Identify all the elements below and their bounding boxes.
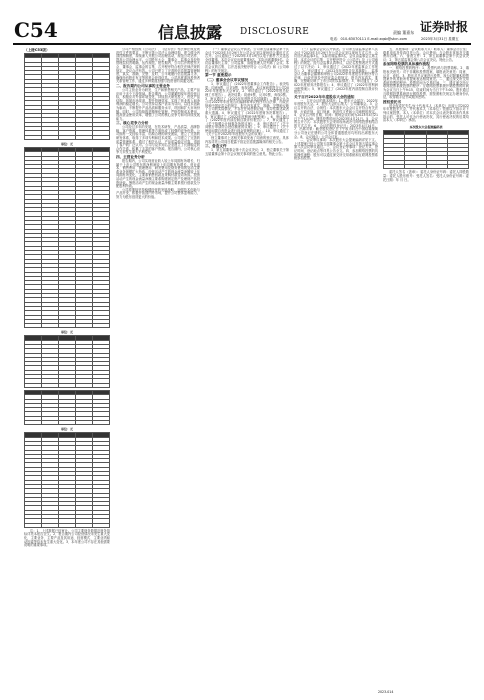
table-row [25,523,110,527]
column-5 [383,48,469,688]
body-paragraph: 兹全权委托先生/女士代表本人（本单位）出席公司2022年年度股东大会，并代表本人（本单位）依照以下指示对下列议案投票。本人（本单位）对本次会议表决事项未作具体指示的，受托人可代为行使表决权，其行使表决权的后果均由本人（本单位）承担。 [383,103,469,123]
newspaper-masthead: 证券时报 [420,20,469,34]
data-table [24,335,110,388]
section-heading: 四、主营业务分析 [116,155,145,160]
table-cell [405,165,426,169]
table-cell [59,135,76,139]
section-heading: 关于召开2022年年度股东大会的通知 [294,94,355,99]
table-row [25,135,110,139]
section-heading: 第一节 重要提示 [205,73,232,78]
section-heading: 三、核心竞争力分析 [116,121,149,126]
table-cell [384,165,405,169]
table-cell [93,523,110,527]
body-paragraph: 报告期内，公司实现营业收入较上年同期有所增长，归属于上市公司股东的净利润较上年同期有所增长。营业成本、销售费用、管理费用、研发费用及财务费用的变动主要系业务规模扩大所致。经营活动产生的现金流量净额较上年同期有所变化，主要系销售回款及采购付款变动所致。投资活动产生的现金流量净额主要系购建固定资产及理财产品投资所致。筹资活动产生的现金流量净额主要系银行借款及分配股利所致。 [116,159,200,189]
body-paragraph: 公司严格按照《公司法》、《证券法》等法律法规及规范性文件的要求，不断完善公司法人治理结构，建立健全内部控制制度，持续深入开展公司治理活动，规范公司运作，提高公司治理水平。公司股东大会、董事会、监事会及经营管理层权责明确，运作规范。报告期内，公司召开的股东大会、董事会、监事会的召集、召开程序符合相关法律法规的规定，决议合法有效。公司已建立了完善的信息披露管理制度，真实、准确、完整、及时、公平地履行信息披露义务，确保所有股东有平等的机会获得信息。公司高度重视投资者关系管理工作，通过多种渠道加强与投资者的沟通交流。 [116,48,200,84]
table-cell [93,324,110,328]
page-header [0,0,484,44]
body-paragraph: 二、会议审议事项：本次股东大会提案编码详见下文。上述提案已经公司第五届董事会第十次会议及第五届监事会第八次会议审议通过。三、会议登记等事项：登记方式、登记时间、登记地点等详见公告全文。四、参加网络投票的具体操作流程：股东可以通过深交所交易系统和互联网投票系统参加投票。 [294,138,378,161]
table-cell [76,383,93,387]
table-cell [93,383,110,387]
table-row [25,383,110,387]
section-heading: 三、备查文件 [205,144,227,149]
table-cell [59,383,76,387]
table-cell [447,165,468,169]
body-paragraph: 公司经过多年的发展，在技术研发、产品质量、品牌影响、客户资源、管理体系等方面形成了较强的竞争优势。公司拥有一支经验丰富、结构合理的研发团队，建立了完善的研发体系，取得了多项专利和技术成果。公司建立了完善的质量管理体系，通过了相关认证，产品质量稳定可靠，得到了客户的广泛认可。公司与众多知名企业建立了长期稳定的合作关系，积累了丰富的客户资源。报告期内，公司核心竞争力未发生重大不利变化。 [116,125,200,155]
contact-info: 电话：010-63070111 E-mail:zqsb@stcn.com [330,37,408,41]
body-paragraph: 一、召开会议的基本情况：1、股东大会届次：2022年年度股东大会。2、股东大会的召集人：公司董事会。3、会议召开的合法、合规性：本次股东大会会议召开符合有关法律、行政法规、部门规章、规范性文件和公司章程的规定。4、会议召开的日期、时间：现场会议时间为2023年4月21日下午14:30；网络投票时间为2023年4月21日。5、会议的召开方式：本次股东大会采用现场表决与网络投票相结合的方式召开。6、会议的股权登记日：2023年4月14日。7、出席对象：截至股权登记日下午收市时在中国结算深圳分公司登记在册的公司全体普通股股东均有权出席股东大会。8、会议地点：公司会议室。 [294,98,378,139]
table-cell [25,523,42,527]
table-cell [59,421,76,425]
column-1 [24,48,110,688]
table-cell [426,165,447,169]
header-rule [13,43,471,45]
table-row [25,421,110,425]
table-cell [93,135,110,139]
table-caption: 单位：元 [60,141,73,146]
section-heading: 参加网络投票的具体操作流程 [383,62,430,67]
body-paragraph: 五、其他事项：会议联系方式：联系人：董事会办公室；联系电话及传真详见公告。会议费用：与会股东食宿及交通费用自理。六、备查文件：1、第五届董事会第十次会议决议；2、第五届监事会第八次会议决议。特此公告。 [383,48,469,62]
section-title-english: DISCLOSURE [240,27,310,37]
table-caption: 单位：元 [60,427,73,432]
data-table [24,432,110,528]
table-cell [59,324,76,328]
table-row [25,324,110,328]
table-row [384,165,469,169]
table-cell [25,383,42,387]
data-table [24,147,110,328]
body-paragraph: 注：1、上述数据已经审计。公司主要财务数据及财务指标详见本报告全文。2、报告期内公司经营情况未发生重大变化，主要业务、主要产品及其用途、经营模式、主要业绩驱动因素等均未发生重大变化。3、本年度公司不存在其他需要说明的重要事项。 [24,528,110,548]
table-cell [42,523,59,527]
section-heading: 二、报告期内公司从事的主要业务 [116,83,170,88]
body-paragraph: 独立董事对上述相关事项发表了同意的独立意见。具体内容详见公司同日披露于指定信息披露媒体的相关公告。 [205,136,289,144]
section-heading: 授权委托书 [383,99,401,104]
body-paragraph: 公司主营业务为研发、生产和销售相关产品，主要产品应用于多个下游领域。报告期内，公司紧紧围绕年度经营目标，积极应对外部环境变化，持续加大研发投入，优化产品结构，拓展市场渠道，提升管理效率，实现了营业收入和净利润的稳定增长。公司坚持以客户需求为导向，以技术创新为驱动，不断提升产品品质和服务水平，巩固和扩大市场份额。同时，公司持续推进精细化管理，严格控制成本费用，提高资金使用效率，增强了公司的核心竞争力和可持续发展能力。 [116,87,200,121]
column-3 [205,48,289,688]
table-cell [76,523,93,527]
body-paragraph: 公司将继续坚持稳健经营的发展战略，加强技术创新与产品开发，积极开拓国内外市场，提升公司整体盈利能力，努力为股东创造更大的价值。 [116,187,200,199]
table-cell [76,421,93,425]
table-caption: 单位：元 [60,330,73,335]
table-cell [76,324,93,328]
body-paragraph: 1、第五届董事会第十次会议决议；2、独立董事关于第五届董事会第十次会议相关事项的独立意见。特此公告。 [205,148,289,156]
data-table [383,130,469,170]
body-paragraph: 委托人签名（盖章）：委托人身份证号码：委托人持股数量：委托人股东账号：受托人签名：受托人身份证号码：委托日期：年 月 日。 [383,170,469,182]
table-cell [25,324,42,328]
table-cell [42,324,59,328]
data-table [24,390,110,425]
publish-date: 2023年3月31日 星期五 [421,37,459,41]
table-cell [59,523,76,527]
data-table [24,53,110,140]
body-paragraph: 1、审议通过了《2022年度董事会工作报告》。表决结果：同意9票，反对0票，弃权0票。本议案尚需提交公司2022年年度股东大会审议。2、审议通过了《2022年度总经理工作报告》。表决结果：同意9票，反对0票，弃权0票。3、审议通过了《2022年年度报告及其摘要》。董事会认为公司2022年年度报告的编制和审议程序符合法律、行政法规和中国证监会的规定，报告内容真实、准确、完整地反映了公司的实际情况，不存在任何虚假记载、误导性陈述或者重大遗漏。4、审议通过了《2022年度财务决算报告》。5、审议通过了《2022年度利润分配预案》。6、审议通过了《2022年度内部控制自我评价报告》。7、审议通过了《关于续聘会计师事务所的议案》。8、审议通过了《关于向银行申请综合授信额度的议案》。9、审议通过了《关于使用闲置自有资金进行现金管理的议案》。10、审议通过了《关于召开2022年年度股东大会的议案》。 [205,82,289,137]
page-footer: 2023-014 [378,690,394,694]
table-cell [93,421,110,425]
table-caption: 本次股东大会提案编码表 [409,124,443,129]
body-paragraph: 一、网络投票的程序：1、投票代码与投票简称。2、填报表决意见：对于非累积投票提案，填报表决意见：同意、反对、弃权。3、股东对总议案进行投票，视为对除累积投票提案外的其他所有提案表达相同意见。二、通过深交所交易系统投票的程序：投票时间为交易时间。三、通过深交所互联网投票系统投票的程序：互联网投票系统开始投票的时间为会议当日上午9:15，结束时间为当日下午3:00。股东通过互联网投票系统进行网络投票，需按照相关规定办理身份认证，取得数字证书或服务密码。 [383,66,469,100]
table-cell [42,135,59,139]
column-4 [294,48,378,688]
body-paragraph: （三）监事会会议召开情况。公司第五届监事会第八次会议于2023年3月29日在公司会议室以现场方式召开，会议应出席监事3名，实际出席监事3名，会议由监事会主席主持。本次会议的召集、召开程序符合《公司法》及《公司章程》的规定。经与会监事认真审议，以记名投票表决方式通过了以下决议：1、审议通过了《2022年度监事会工作报告》；2、审议通过了《2022年年度报告及其摘要》，监事会认为董事会编制和审核公司2022年年度报告的程序符合法律、行政法规及中国证监会的规定，报告内容真实、准确、完整地反映了上市公司的实际情况；3、审议通过了《2022年度财务决算报告》；4、审议通过了《2022年度利润分配预案》；5、审议通过了《2022年度内部控制自我评价报告》。 [294,48,378,95]
table-cell [42,383,59,387]
section-heading: （二）董事会会议审议情况 [205,78,249,83]
editor-credit: 责编 董嘉东 [393,30,415,35]
table-cell [25,135,42,139]
table-cell [76,135,93,139]
column-2 [116,48,200,688]
table-cell [25,421,42,425]
table-cell [42,421,59,425]
page-number: C54 [14,18,58,42]
section-heading: （上接C53版） [24,48,50,52]
body-paragraph: （一）董事会会议召开情况。公司第五届董事会第十次会议于2023年3月29日在公司会议室以现场结合通讯方式召开。会议通知已于2023年3月19日以电子邮件方式送达全体董事。本次会议应出席董事9名，实际出席董事9名。会议由董事长主持，公司监事、高级管理人员列席了会议。本次会议的召集、召开及表决程序符合《公司法》和《公司章程》的有关规定。 [205,48,289,73]
section-title: 信息披露 [158,23,223,42]
